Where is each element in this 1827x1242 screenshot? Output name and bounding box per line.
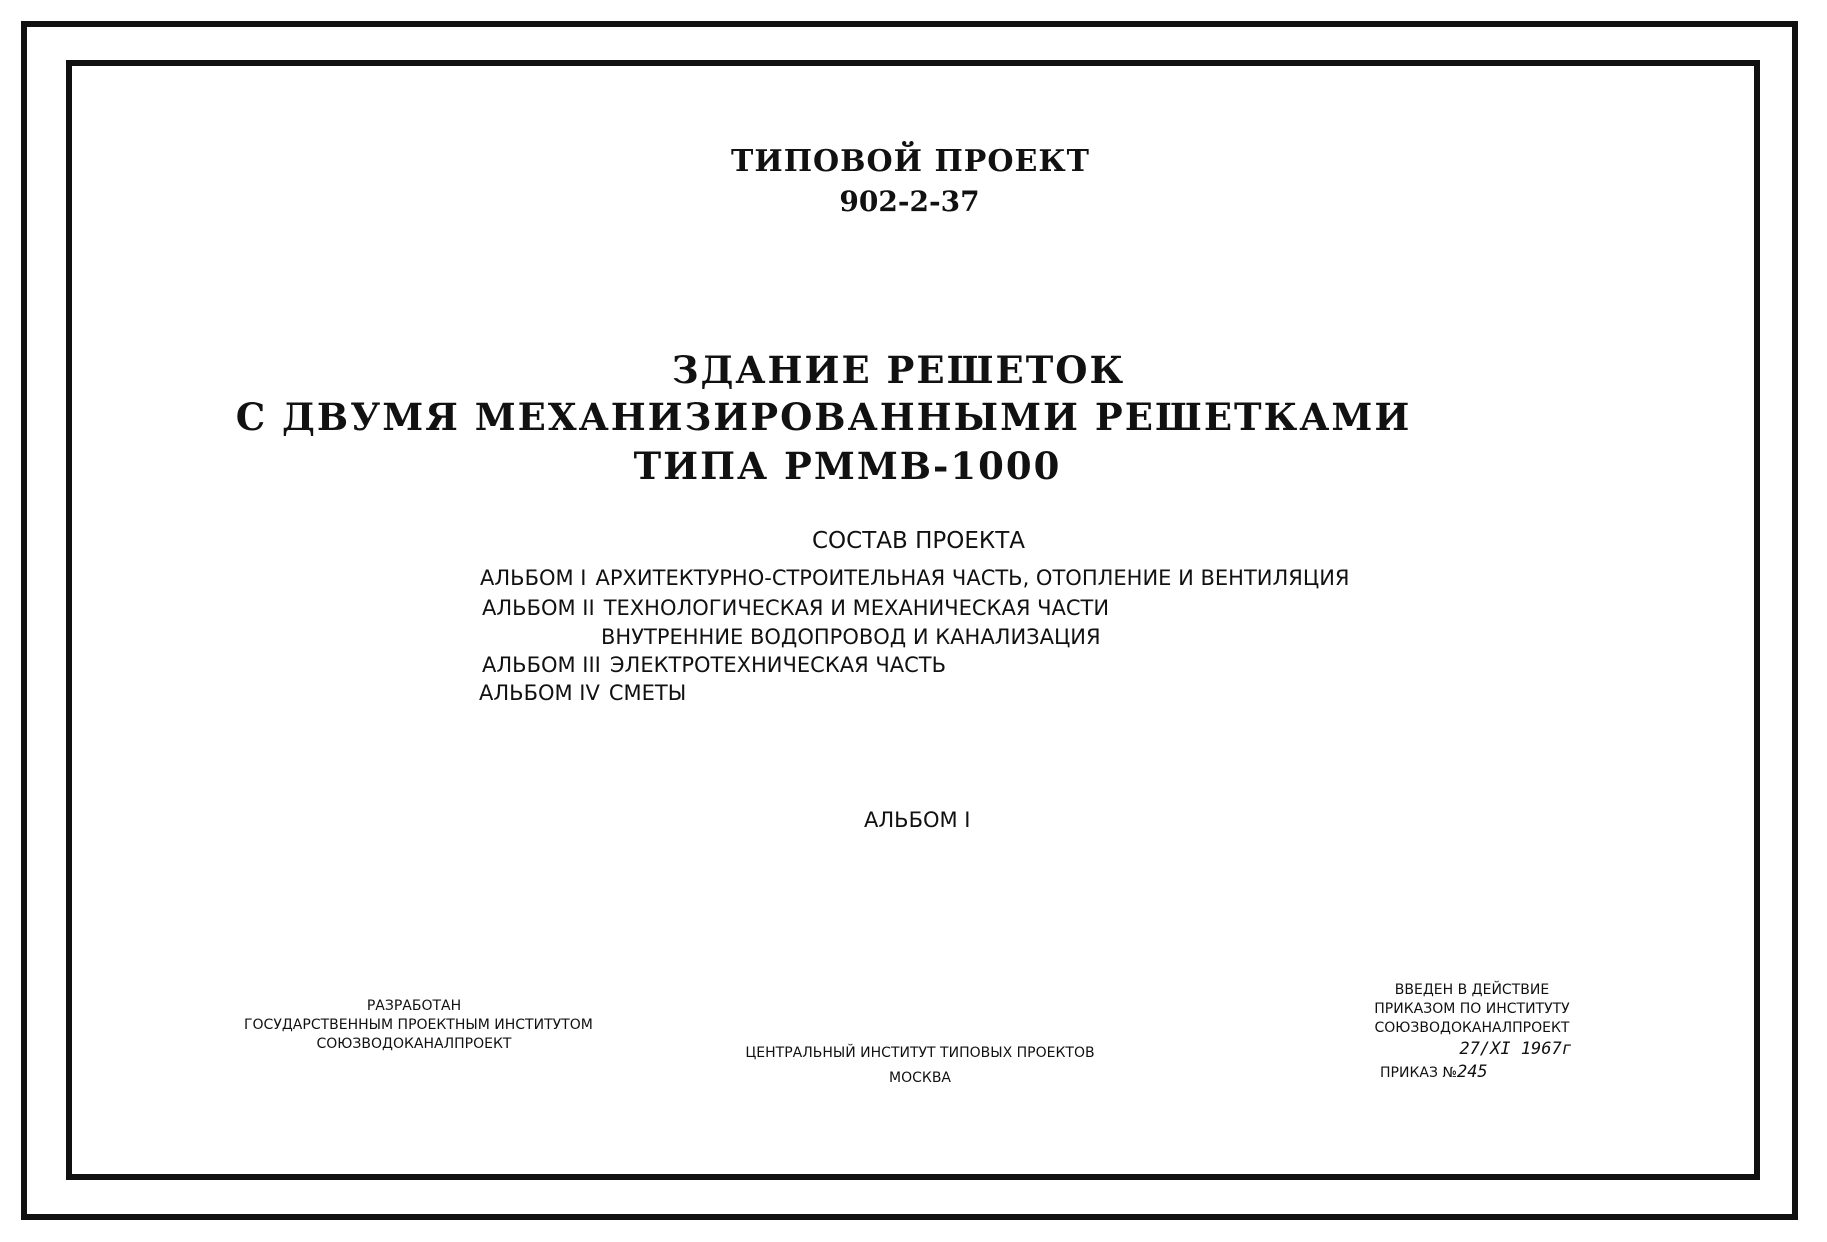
album-name: АЛЬБОМ III xyxy=(482,653,601,677)
developer-label: РАЗРАБОТАН xyxy=(366,998,462,1014)
order-label: ПРИКАЗ № xyxy=(1380,1065,1457,1081)
album-description-continuation: ВНУТРЕННИЕ ВОДОПРОВОД И КАНАЛИЗАЦИЯ xyxy=(601,625,1101,649)
album-description: СМЕТЫ xyxy=(608,681,687,705)
album-name: АЛЬБОМ I xyxy=(480,566,587,590)
order-number: 245 xyxy=(1456,1062,1488,1082)
developer-organization: СОЮЗВОДОКАНАЛПРОЕКТ xyxy=(316,1036,512,1052)
album-description: ЭЛЕКТРОТЕХНИЧЕСКАЯ ЧАСТЬ xyxy=(609,653,947,677)
project-number: 902-2-37 xyxy=(839,185,980,218)
enactment-date: 27/XI 1967г xyxy=(1459,1039,1572,1059)
current-album: АЛЬБОМ I xyxy=(864,808,971,832)
album-list-item xyxy=(479,681,686,705)
album-description: АРХИТЕКТУРНО-СТРОИТЕЛЬНАЯ ЧАСТЬ, ОТОПЛЕНИЕ И ВЕНТИЛЯЦИЯ xyxy=(595,566,1350,590)
enactment-label: ВВЕДЕН В ДЕЙСТВИЕ xyxy=(1394,982,1550,998)
album-name: АЛЬБОМ II xyxy=(482,596,595,620)
enactment-order xyxy=(1380,1062,1582,1082)
album-list-item xyxy=(482,653,946,677)
composition-heading: СОСТАВ ПРОЕКТА xyxy=(812,528,1026,554)
album-list-item xyxy=(480,566,1350,590)
publisher-city: МОСКВА xyxy=(889,1070,951,1086)
title-line-3: ТИПА РММВ-1000 xyxy=(633,444,1062,488)
publisher-block xyxy=(740,1045,1100,1095)
enactment-order-by: ПРИКАЗОМ ПО ИНСТИТУТУ xyxy=(1374,1001,1570,1017)
title-line-1: ЗДАНИЕ РЕШЕТОК xyxy=(671,348,1126,392)
album-name: АЛЬБОМ IV xyxy=(479,681,600,705)
project-label: ТИПОВОЙ ПРОЕКТ xyxy=(731,144,1090,179)
album-list-item xyxy=(482,596,1109,620)
developer-institute: ГОСУДАРСТВЕННЫМ ПРОЕКТНЫМ ИНСТИТУТОМ xyxy=(244,1017,593,1033)
enactment-block xyxy=(1362,982,1582,1085)
enactment-organization: СОЮЗВОДОКАНАЛПРОЕКТ xyxy=(1374,1020,1570,1036)
publisher-name: ЦЕНТРАЛЬНЫЙ ИНСТИТУТ ТИПОВЫХ ПРОЕКТОВ xyxy=(745,1045,1095,1061)
title-line-2: С ДВУМЯ МЕХАНИЗИРОВАННЫМИ РЕШЕТКАМИ xyxy=(235,395,1412,439)
album-description: ТЕХНОЛОГИЧЕСКАЯ И МЕХАНИЧЕСКАЯ ЧАСТИ xyxy=(603,596,1110,620)
developer-block xyxy=(244,998,593,1055)
